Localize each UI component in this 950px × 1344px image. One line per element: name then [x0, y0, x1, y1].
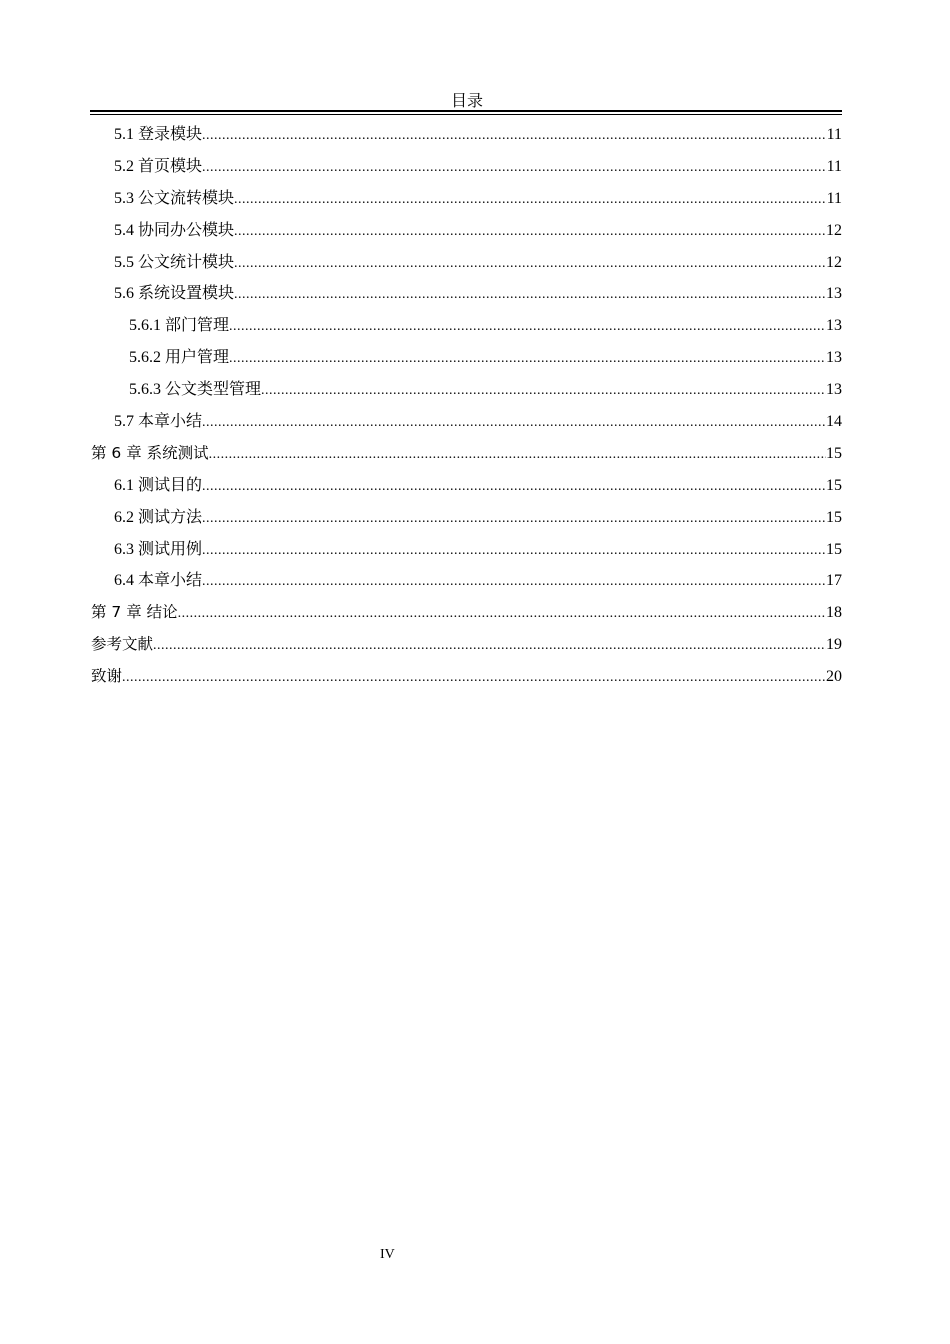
toc-entry-page: 13 — [826, 317, 842, 335]
page-number: IV — [380, 1247, 395, 1262]
toc-entry[interactable] — [91, 119, 842, 151]
toc-entry-label: 5.6.1 部门管理 — [129, 317, 230, 335]
toc-entry[interactable] — [91, 215, 842, 247]
toc-entry[interactable] — [91, 310, 842, 342]
toc-entry-page: 19 — [826, 636, 842, 654]
toc-entry-label: 5.1 登录模块 — [114, 126, 203, 143]
toc-entry[interactable] — [91, 151, 842, 183]
dot-leader — [202, 151, 827, 183]
toc-entry[interactable] — [91, 342, 842, 374]
toc-entry-page: 13 — [826, 349, 842, 367]
toc-entry[interactable] — [91, 183, 842, 215]
dot-leader — [229, 310, 826, 342]
toc-entry[interactable] — [91, 534, 842, 566]
toc-entry-page: 11 — [826, 157, 842, 175]
toc-entry-page: 14 — [826, 413, 842, 431]
toc-entry-page: 13 — [826, 381, 842, 399]
toc-entry-label: 致谢 — [91, 667, 123, 686]
toc-entry-label: 6.1 测试目的 — [114, 476, 203, 494]
toc-entry[interactable] — [91, 374, 842, 406]
dot-leader — [202, 406, 826, 438]
toc-entry[interactable] — [91, 565, 842, 597]
dot-leader — [229, 342, 826, 374]
dot-leader — [122, 661, 826, 693]
header-double-rule — [90, 110, 842, 115]
table-of-contents — [91, 119, 842, 693]
toc-entry[interactable] — [91, 406, 842, 438]
dot-leader — [234, 183, 827, 215]
toc-entry[interactable] — [91, 470, 842, 502]
toc-entry-page: 11 — [826, 126, 842, 143]
toc-entry[interactable] — [91, 247, 842, 279]
toc-entry-label: 6.3 测试用例 — [114, 540, 203, 558]
toc-entry-page: 15 — [826, 444, 842, 462]
toc-entry-page: 11 — [826, 189, 842, 207]
page-header-title: 目录 — [450, 91, 483, 110]
dot-leader — [261, 374, 826, 406]
dot-leader — [202, 534, 826, 566]
toc-entry-label: 5.2 首页模块 — [114, 157, 203, 175]
toc-entry-label: 5.7 本章小结 — [114, 413, 203, 431]
dot-leader — [234, 278, 826, 310]
toc-entry-page: 20 — [826, 668, 842, 686]
toc-entry-label: 5.6.3 公文类型管理 — [129, 381, 262, 399]
dot-leader — [234, 247, 826, 279]
toc-entry-label: 参考文献 — [91, 635, 154, 654]
toc-entry-page: 15 — [826, 476, 842, 494]
toc-entry-page: 12 — [826, 221, 842, 239]
toc-entry-label: 5.6.2 用户管理 — [129, 349, 230, 367]
dot-leader — [153, 629, 826, 661]
dot-leader — [209, 438, 826, 470]
toc-entry-label: 5.4 协同办公模块 — [114, 221, 235, 239]
toc-entry-label: 5.5 公文统计模块 — [114, 253, 235, 271]
toc-entry-page: 17 — [826, 572, 842, 590]
toc-entry-label: 5.3 公文流转模块 — [114, 189, 235, 207]
toc-entry[interactable] — [91, 278, 842, 310]
toc-entry-label: 5.6 系统设置模块 — [114, 285, 235, 303]
toc-entry-label: 第 7 章 结论 — [91, 603, 178, 622]
dot-leader — [202, 470, 826, 502]
toc-entry[interactable] — [91, 597, 842, 629]
toc-entry-label: 第 6 章 系统测试 — [91, 443, 209, 462]
toc-entry-page: 15 — [826, 540, 842, 558]
toc-entry[interactable] — [91, 661, 842, 693]
toc-entry[interactable] — [91, 438, 842, 470]
dot-leader — [202, 565, 826, 597]
toc-entry-page: 12 — [826, 253, 842, 271]
dot-leader — [234, 215, 826, 247]
toc-entry[interactable] — [91, 502, 842, 534]
dot-leader — [178, 597, 826, 629]
toc-entry[interactable] — [91, 629, 842, 661]
toc-entry-label: 6.2 测试方法 — [114, 508, 203, 526]
toc-entry-label: 6.4 本章小结 — [114, 572, 203, 590]
dot-leader — [202, 502, 826, 534]
dot-leader — [202, 119, 827, 151]
toc-entry-page: 18 — [826, 604, 842, 622]
toc-entry-page: 13 — [826, 285, 842, 303]
toc-entry-page: 15 — [826, 508, 842, 526]
